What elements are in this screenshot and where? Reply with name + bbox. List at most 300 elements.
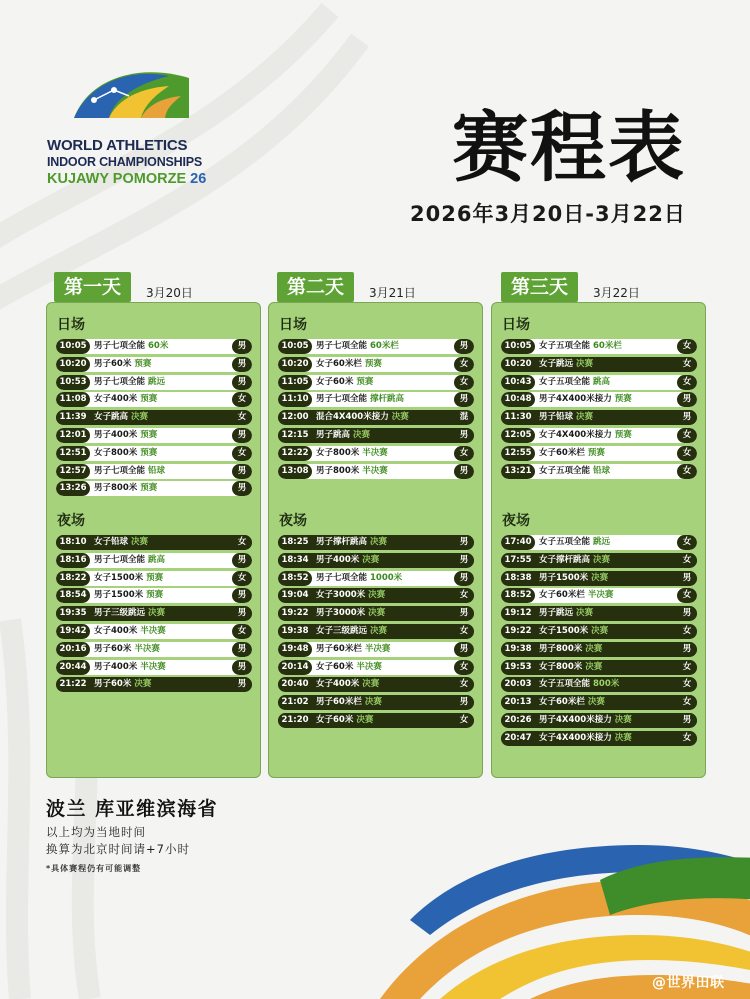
- event-gender-badge: 男: [232, 588, 252, 603]
- event-stage: 半决赛: [140, 625, 166, 636]
- event-stage: 跳高: [593, 376, 611, 387]
- event-row: [56, 624, 252, 639]
- event-row: [56, 642, 252, 657]
- event-name: 男子撑杆跳高: [316, 537, 368, 547]
- event-stage: 跳远: [593, 537, 611, 547]
- event-row: [278, 339, 474, 354]
- event-label: [94, 375, 165, 390]
- event-gender-badge: 男: [677, 642, 697, 657]
- page-title: 赛程表: [452, 103, 686, 192]
- event-time: 17:40: [501, 535, 535, 550]
- event-name: 男子铅球: [539, 412, 574, 423]
- event-stage: 决赛: [368, 608, 386, 619]
- event-time: 11:30: [501, 410, 535, 425]
- event-name: 女子4X400米接力: [539, 732, 612, 743]
- event-gender-badge: 男: [232, 481, 252, 496]
- event-time: 13:21: [501, 464, 535, 479]
- event-name: 女子撑杆跳高: [539, 554, 591, 565]
- event-row: [501, 339, 697, 354]
- event-name: 男子七项全能: [94, 376, 146, 387]
- event-label: [94, 677, 151, 692]
- event-stage: 800米: [593, 679, 620, 690]
- event-gender-badge: 男: [232, 357, 252, 372]
- event-stage: 预赛: [614, 394, 632, 405]
- local-time-note: 以上均为当地时间: [46, 825, 146, 839]
- logo-line1: WORLD ATHLETICS: [47, 137, 188, 154]
- location-text: 波兰 库亚维滨海省: [46, 798, 219, 820]
- event-time: 19:12: [501, 606, 535, 621]
- event-label: [539, 695, 605, 710]
- event-row: [56, 392, 252, 407]
- event-name: 男子1500米: [94, 590, 144, 601]
- event-label: [539, 713, 632, 728]
- event-time: 13:08: [278, 464, 312, 479]
- event-row: [278, 660, 474, 675]
- event-row: [278, 588, 474, 603]
- event-stage: 60米: [148, 341, 169, 351]
- event-time: 20:26: [501, 713, 535, 728]
- event-gender-badge: 男: [677, 713, 697, 728]
- event-row: [56, 588, 252, 603]
- event-gender-badge: 女: [677, 446, 697, 461]
- event-label: [94, 642, 160, 657]
- event-name: 女子3000米: [316, 590, 366, 601]
- event-label: [94, 588, 163, 603]
- event-time: 10:05: [501, 339, 535, 354]
- event-stage: 半决赛: [362, 465, 388, 476]
- event-stage: 决赛: [368, 590, 386, 601]
- event-row: [278, 677, 474, 692]
- event-gender-badge: 男: [454, 571, 474, 586]
- event-gender-badge: 男: [454, 464, 474, 479]
- event-stage: 跳远: [148, 376, 166, 387]
- event-gender-badge: 男: [454, 606, 474, 621]
- event-row: [56, 375, 252, 390]
- event-time: 18:38: [501, 571, 535, 586]
- event-gender-badge: 男: [232, 339, 252, 354]
- event-name: 男子800米: [94, 483, 138, 494]
- event-gender-badge: 女: [232, 535, 252, 550]
- event-time: 19:22: [278, 606, 312, 621]
- event-label: [316, 624, 387, 639]
- event-label: [539, 731, 632, 746]
- event-row: [56, 464, 252, 479]
- event-row: [278, 606, 474, 621]
- event-row: [56, 677, 252, 692]
- event-name: 男子60米: [94, 358, 132, 369]
- day2-day-session-title: 日场: [279, 317, 307, 333]
- event-time: 11:10: [278, 392, 312, 407]
- event-stage: 铅球: [593, 465, 611, 476]
- event-row: [278, 535, 474, 550]
- event-name: 女子60米栏: [316, 358, 362, 369]
- day1-day-session-title: 日场: [57, 317, 85, 333]
- event-row: [501, 464, 697, 479]
- event-time: 18:25: [278, 535, 312, 550]
- event-gender-badge: 女: [677, 428, 697, 443]
- event-name: 男子七项全能: [316, 341, 368, 351]
- event-gender-badge: 男: [677, 606, 697, 621]
- event-stage: 决赛: [576, 412, 594, 423]
- event-stage: 半决赛: [140, 661, 166, 672]
- event-name: 女子1500米: [539, 625, 589, 636]
- event-name: 男子400米: [94, 429, 138, 440]
- event-row: [278, 357, 474, 372]
- event-label: [539, 535, 610, 550]
- event-stage: 决赛: [370, 537, 388, 547]
- event-gender-badge: 男: [232, 660, 252, 675]
- event-name: 男子60米栏: [316, 697, 362, 708]
- event-stage: 决赛: [362, 554, 380, 565]
- event-time: 10:20: [56, 357, 90, 372]
- event-row: [501, 535, 697, 550]
- day3-date: 3月22日: [593, 286, 640, 300]
- event-name: 女子60米栏: [539, 590, 585, 601]
- event-name: 男子60米: [94, 643, 132, 654]
- event-time: 11:08: [56, 392, 90, 407]
- event-label: [316, 410, 409, 425]
- event-gender-badge: 男: [677, 392, 697, 407]
- event-stage: 决赛: [576, 608, 594, 619]
- event-label: [94, 481, 157, 496]
- event-row: [278, 642, 474, 657]
- event-gender-badge: 女: [454, 677, 474, 692]
- event-stage: 60米栏: [370, 341, 399, 351]
- event-label: [539, 624, 608, 639]
- event-row: [56, 410, 252, 425]
- event-row: [278, 428, 474, 443]
- event-label: [316, 571, 402, 586]
- event-stage: 预赛: [587, 447, 605, 458]
- event-label: [94, 535, 148, 550]
- event-time: 18:22: [56, 571, 90, 586]
- event-time: 10:53: [56, 375, 90, 390]
- day3-night-events: [501, 535, 697, 749]
- event-row: [278, 713, 474, 728]
- event-gender-badge: 女: [454, 357, 474, 372]
- event-name: 女子4X400米接力: [539, 429, 612, 440]
- event-gender-badge: 女: [232, 446, 252, 461]
- event-gender-badge: 女: [677, 535, 697, 550]
- event-label: [316, 588, 385, 603]
- logo-line2: INDOOR CHAMPIONSHIPS: [47, 155, 203, 169]
- event-label: [94, 660, 166, 675]
- event-label: [539, 357, 593, 372]
- event-gender-badge: 女: [677, 588, 697, 603]
- event-stage: 决赛: [576, 358, 594, 369]
- event-name: 混合4X400米接力: [316, 412, 389, 423]
- event-gender-badge: 男: [232, 428, 252, 443]
- event-name: 男子跳高: [316, 429, 351, 440]
- event-row: [501, 446, 697, 461]
- event-label: [539, 339, 622, 354]
- event-time: 19:38: [501, 642, 535, 657]
- event-gender-badge: 男: [232, 642, 252, 657]
- logo-line3-region: KUJAWY POMORZE: [47, 171, 187, 187]
- event-row: [501, 606, 697, 621]
- event-stage: 半决赛: [364, 643, 391, 654]
- event-name: 女子五项全能: [539, 376, 591, 387]
- event-gender-badge: 女: [454, 660, 474, 675]
- event-name: 女子五项全能: [539, 341, 591, 351]
- event-row: [56, 553, 252, 568]
- event-time: 12:55: [501, 446, 535, 461]
- event-stage: 决赛: [134, 679, 152, 690]
- event-stage: 决赛: [591, 625, 609, 636]
- event-gender-badge: 女: [232, 410, 252, 425]
- event-name: 女子跳高: [94, 412, 129, 423]
- event-gender-badge: 女: [677, 357, 697, 372]
- event-gender-badge: 女: [677, 339, 697, 354]
- event-gender-badge: 女: [677, 624, 697, 639]
- event-name: 男子60米栏: [316, 643, 362, 654]
- event-label: [316, 535, 387, 550]
- event-time: 20:47: [501, 731, 535, 746]
- event-gender-badge: 女: [454, 713, 474, 728]
- event-row: [501, 553, 697, 568]
- event-label: [316, 713, 373, 728]
- event-gender-badge: 女: [454, 588, 474, 603]
- event-gender-badge: 女: [677, 375, 697, 390]
- event-time: 12:01: [56, 428, 90, 443]
- event-label: [94, 428, 157, 443]
- event-stage: 铅球: [148, 465, 166, 476]
- event-name: 男子60米: [94, 679, 132, 690]
- event-row: [278, 553, 474, 568]
- event-time: 20:40: [278, 677, 312, 692]
- event-row: [501, 571, 697, 586]
- event-stage: 预赛: [140, 447, 158, 458]
- event-stage: 决赛: [587, 697, 605, 708]
- day3-night-session-title: 夜场: [502, 513, 530, 529]
- event-time: 17:55: [501, 553, 535, 568]
- day3-panel: [491, 302, 706, 778]
- event-name: 男子七项全能: [94, 554, 146, 565]
- event-stage: 预赛: [146, 572, 164, 583]
- event-stage: 预赛: [140, 394, 158, 405]
- event-time: 21:02: [278, 695, 312, 710]
- event-stage: 预赛: [134, 358, 152, 369]
- event-label: [539, 464, 610, 479]
- event-row: [501, 695, 697, 710]
- schedule-disclaimer: *具体赛程仍有可能调整: [46, 864, 142, 873]
- event-name: 女子60米栏: [539, 697, 585, 708]
- event-stage: 跳高: [148, 554, 166, 565]
- event-time: 20:14: [278, 660, 312, 675]
- event-gender-badge: 男: [454, 553, 474, 568]
- event-time: 13:26: [56, 481, 90, 496]
- event-stage: 决赛: [591, 572, 609, 583]
- event-time: 19:48: [278, 642, 312, 657]
- event-gender-badge: 女: [677, 553, 697, 568]
- event-stage: 决赛: [614, 732, 632, 743]
- event-time: 12:57: [56, 464, 90, 479]
- event-row: [56, 481, 252, 496]
- event-time: 12:51: [56, 446, 90, 461]
- day2-tab: 第二天: [277, 272, 354, 302]
- event-stage: 预赛: [140, 429, 158, 440]
- event-gender-badge: 男: [454, 392, 474, 407]
- event-stage: 决赛: [148, 608, 166, 619]
- event-time: 19:35: [56, 606, 90, 621]
- event-label: [94, 571, 163, 586]
- day2-panel: [268, 302, 483, 778]
- event-label: [539, 375, 610, 390]
- event-stage: 决赛: [356, 714, 374, 725]
- event-gender-badge: 男: [454, 642, 474, 657]
- date-range: 2026年3月20日-3月22日: [410, 202, 686, 226]
- event-label: [94, 553, 165, 568]
- event-gender-badge: 女: [677, 677, 697, 692]
- event-gender-badge: 男: [454, 535, 474, 550]
- event-name: 女子五项全能: [539, 537, 591, 547]
- event-row: [56, 571, 252, 586]
- beijing-time-note: 换算为北京时间请+7小时: [46, 842, 190, 856]
- event-time: 11:05: [278, 375, 312, 390]
- event-stage: 半决赛: [587, 590, 614, 601]
- event-row: [278, 446, 474, 461]
- event-row: [501, 731, 697, 746]
- event-stage: 决赛: [131, 412, 149, 423]
- event-name: 男子800米: [539, 643, 583, 654]
- event-name: 男子4X400米接力: [539, 714, 612, 725]
- event-name: 女子400米: [94, 625, 138, 636]
- event-name: 女子800米: [94, 447, 138, 458]
- event-label: [316, 695, 382, 710]
- event-time: 12:00: [278, 410, 312, 425]
- championship-emblem-icon: [69, 58, 194, 133]
- event-label: [539, 606, 593, 621]
- event-name: 男子400米: [316, 554, 360, 565]
- event-name: 女子五项全能: [539, 465, 591, 476]
- event-row: [501, 624, 697, 639]
- event-time: 10:05: [278, 339, 312, 354]
- event-row: [501, 660, 697, 675]
- event-row: [56, 606, 252, 621]
- event-gender-badge: 女: [232, 392, 252, 407]
- event-label: [539, 677, 619, 692]
- event-time: 18:34: [278, 553, 312, 568]
- event-name: 女子60米: [316, 376, 354, 387]
- event-row: [56, 660, 252, 675]
- event-gender-badge: 女: [677, 731, 697, 746]
- event-time: 18:10: [56, 535, 90, 550]
- event-gender-badge: 女: [232, 571, 252, 586]
- event-gender-badge: 女: [677, 464, 697, 479]
- event-stage: 1000米: [370, 572, 403, 583]
- event-name: 女子800米: [539, 661, 583, 672]
- event-label: [539, 392, 632, 407]
- event-time: 19:22: [501, 624, 535, 639]
- event-stage: 决赛: [364, 697, 382, 708]
- event-name: 女子60米: [316, 661, 354, 672]
- event-time: 18:16: [56, 553, 90, 568]
- event-stage: 决赛: [585, 643, 603, 654]
- event-row: [501, 642, 697, 657]
- event-time: 19:42: [56, 624, 90, 639]
- event-time: 21:20: [278, 713, 312, 728]
- event-name: 男子三级跳远: [94, 608, 146, 619]
- event-gender-badge: 女: [232, 624, 252, 639]
- event-time: 10:20: [278, 357, 312, 372]
- day1-night-session-title: 夜场: [57, 513, 85, 529]
- event-label: [539, 428, 632, 443]
- event-row: [501, 392, 697, 407]
- event-time: 18:52: [278, 571, 312, 586]
- event-label: [316, 606, 385, 621]
- event-label: [94, 464, 165, 479]
- event-gender-badge: 女: [454, 446, 474, 461]
- event-row: [278, 410, 474, 425]
- event-row: [501, 410, 697, 425]
- event-name: 女子800米: [316, 447, 360, 458]
- event-time: 20:13: [501, 695, 535, 710]
- event-label: [539, 410, 593, 425]
- day1-tab: 第一天: [54, 272, 131, 302]
- event-row: [56, 339, 252, 354]
- event-gender-badge: 男: [232, 553, 252, 568]
- event-name: 女子60米栏: [539, 447, 585, 458]
- event-name: 女子三级跳远: [316, 625, 368, 636]
- event-row: [278, 392, 474, 407]
- event-label: [94, 357, 151, 372]
- event-name: 男子七项全能: [316, 394, 368, 405]
- event-row: [501, 588, 697, 603]
- event-stage: 决赛: [391, 412, 409, 423]
- event-time: 18:54: [56, 588, 90, 603]
- event-label: [94, 410, 148, 425]
- event-name: 男子七项全能: [94, 341, 146, 351]
- event-gender-badge: 男: [232, 606, 252, 621]
- event-gender-badge: 男: [454, 339, 474, 354]
- event-label: [539, 642, 602, 657]
- event-label: [316, 677, 379, 692]
- logo-line3-year: 26: [190, 171, 207, 187]
- event-label: [316, 428, 370, 443]
- event-name: 男子1500米: [539, 572, 589, 583]
- event-row: [278, 464, 474, 479]
- event-stage: 预赛: [614, 429, 632, 440]
- event-stage: 决赛: [614, 714, 632, 725]
- event-time: 10:48: [501, 392, 535, 407]
- event-label: [94, 606, 165, 621]
- event-row: [501, 713, 697, 728]
- event-name: 男子七项全能: [316, 572, 368, 583]
- event-label: [94, 392, 157, 407]
- event-gender-badge: 混: [454, 410, 474, 425]
- event-row: [501, 375, 697, 390]
- event-time: 20:44: [56, 660, 90, 675]
- event-row: [56, 428, 252, 443]
- event-time: 21:22: [56, 677, 90, 692]
- event-time: 19:38: [278, 624, 312, 639]
- event-label: [94, 339, 168, 354]
- event-label: [94, 624, 166, 639]
- event-stage: 决赛: [593, 554, 611, 565]
- event-label: [94, 446, 157, 461]
- event-label: [539, 553, 610, 568]
- day2-night-session-title: 夜场: [279, 513, 307, 529]
- logo-line3: [47, 170, 247, 188]
- event-name: 女子1500米: [94, 572, 144, 583]
- event-row: [501, 677, 697, 692]
- event-label: [316, 642, 390, 657]
- day2-night-events: [278, 535, 474, 731]
- event-time: 20:16: [56, 642, 90, 657]
- event-time: 11:39: [56, 410, 90, 425]
- event-stage: 撑杆跳高: [370, 394, 405, 405]
- event-label: [316, 660, 382, 675]
